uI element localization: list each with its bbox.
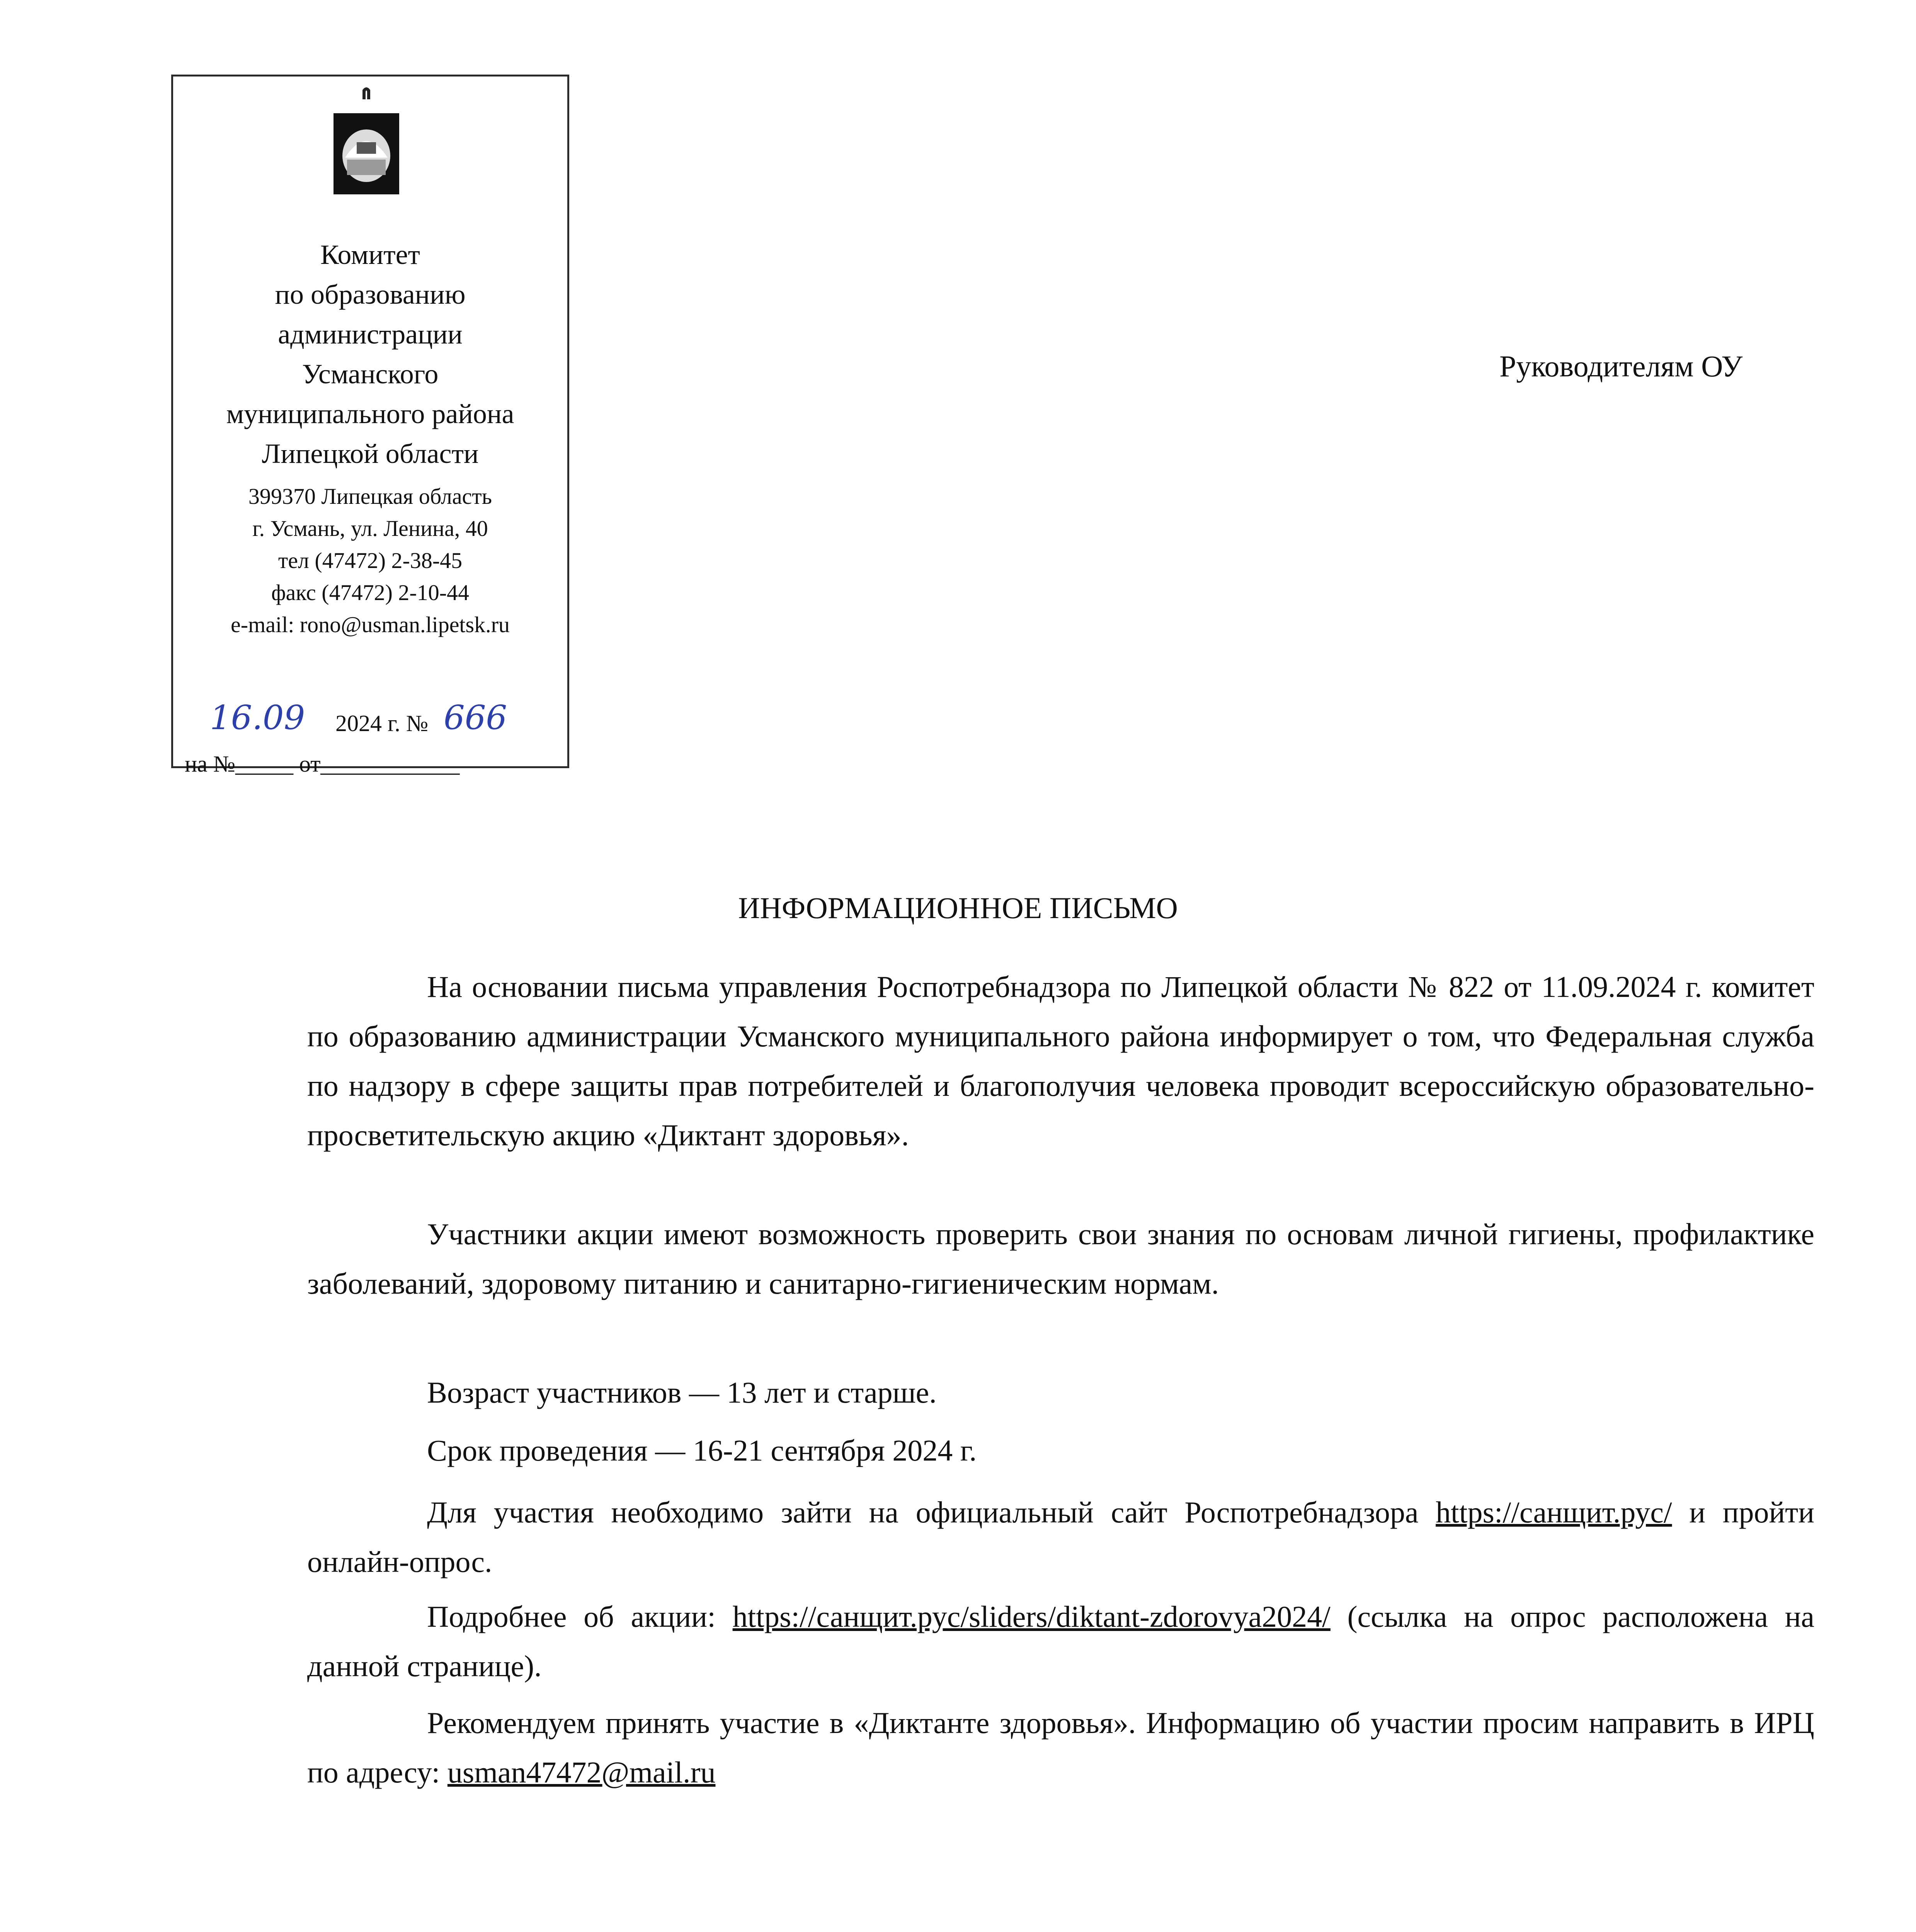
- letterhead-stamp: [171, 75, 569, 777]
- email-link[interactable]: usman47472@mail.ru: [447, 1755, 716, 1789]
- paragraph-1: На основании письма управления Роспотребнадзора по Липецкой области № 822 от 11.09.2024 г. комитет по образованию администрации Усманского муниципального района информирует о том, что Федеральная служба по надзору в сфере защиты прав потребителей и благополучия человека проводит всероссийскую образовательно-просветительскую акцию «Диктант здоровья».: [307, 970, 1814, 1152]
- organization-address: [173, 480, 567, 641]
- org-line: Комитет: [320, 239, 420, 270]
- registration-year: 2024 г. №: [335, 711, 429, 736]
- paragraph-6-tail: (ссылка на опрос расположена на данной странице).: [307, 1600, 1814, 1683]
- organization-name: [173, 235, 567, 474]
- reference-line: на №_____ от____________: [185, 751, 460, 777]
- coat-of-arms-emblem: [326, 86, 407, 202]
- document-title: ИНФОРМАЦИОННОЕ ПИСЬМО: [738, 891, 1178, 925]
- org-line: Усманского: [302, 359, 439, 389]
- address-line: факс (47472) 2-10-44: [271, 580, 470, 605]
- paragraph-7: [307, 1698, 1814, 1797]
- address-line: г. Усмань, ул. Ленина, 40: [252, 516, 488, 541]
- addressee: Руководителям ОУ: [1499, 349, 1743, 383]
- paragraph-5-text: Для участия необходимо зайти на официальный сайт Роспотребнадзора: [427, 1495, 1419, 1529]
- org-line: по образованию: [275, 279, 466, 310]
- paragraph-6: [307, 1592, 1814, 1691]
- website-link[interactable]: https://санщит.рус/: [1436, 1495, 1672, 1529]
- registration-date-handwritten: 16.09: [210, 699, 305, 737]
- address-line: e-mail: rono@usman.lipetsk.ru: [231, 612, 510, 637]
- paragraph-2: Участники акции имеют возможность проверить свои знания по основам личной гигиены, профилактике заболеваний, здоровому питанию и санитарно-гигиеническим нормам.: [307, 1217, 1814, 1300]
- registration-number-handwritten: 666: [444, 699, 507, 737]
- org-line: муниципального района: [226, 398, 514, 429]
- paragraph-7-text: Рекомендуем принять участие в «Диктанте здоровья». Информацию об участии просим направить в ИРЦ по адресу:: [307, 1706, 1814, 1789]
- paragraph-5-tail: и пройти онлайн-опрос.: [307, 1495, 1815, 1578]
- org-line: администрации: [278, 319, 463, 350]
- address-line: 399370 Липецкая область: [248, 484, 492, 509]
- paragraph-5: [307, 1488, 1814, 1587]
- address-line: тел (47472) 2-38-45: [278, 548, 463, 573]
- paragraph-6-text: Подробнее об акции:: [427, 1600, 716, 1633]
- paragraph-4: Срок проведения — 16-21 сентября 2024 г.: [427, 1434, 977, 1467]
- campaign-link[interactable]: https://санщит.рус/sliders/diktant-zdorovya2024/: [732, 1600, 1331, 1633]
- paragraph-3: Возраст участников — 13 лет и старше.: [427, 1376, 937, 1409]
- org-line: Липецкой области: [262, 438, 479, 469]
